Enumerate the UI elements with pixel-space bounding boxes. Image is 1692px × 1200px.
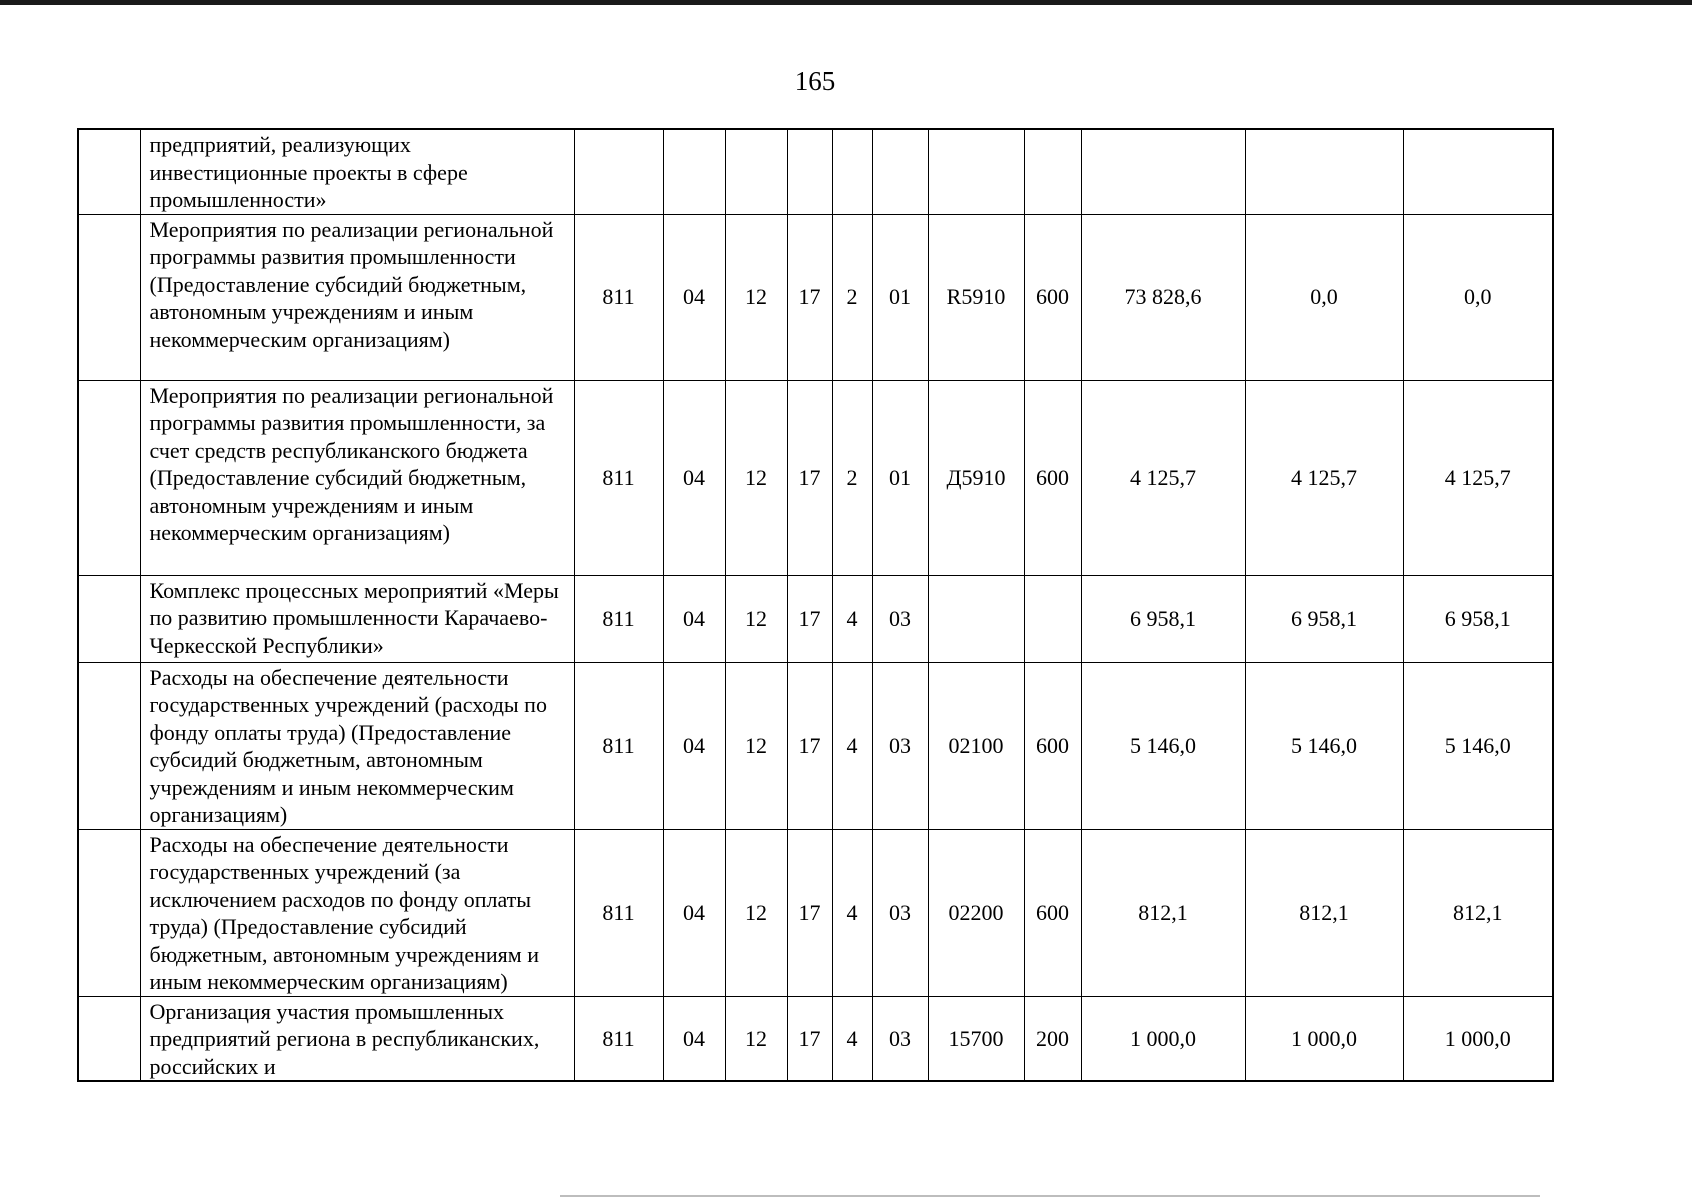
subprogram-code-cell: 4	[832, 996, 872, 1081]
event-code-cell: 03	[872, 662, 928, 829]
description-cell: Мероприятия по реализации региональной программы развития промышленности, за счет средств республиканского бюджета (Предоставление субсидий бюджетным, автономным учреждениям и иным некоммерческим организациям)	[140, 380, 574, 575]
table-row	[78, 214, 1553, 380]
event-code-cell: 03	[872, 575, 928, 662]
ministry-code-cell: 811	[574, 829, 663, 996]
table-body	[78, 129, 1553, 1081]
program-code-cell: 17	[787, 829, 832, 996]
description-cell: Организация участия промышленных предприятий региона в республиканских, российских и	[140, 996, 574, 1081]
direction-code-cell: R5910	[928, 214, 1024, 380]
amount-year1-cell: 4 125,7	[1081, 380, 1245, 575]
subsection-code-cell: 12	[725, 380, 787, 575]
row-number-cell	[78, 214, 140, 380]
table-row	[78, 575, 1553, 662]
subprogram-code-cell: 2	[832, 214, 872, 380]
amount-year2-cell: 4 125,7	[1245, 380, 1403, 575]
row-number-cell	[78, 575, 140, 662]
program-code-cell	[787, 129, 832, 214]
expense-type-code-cell: 600	[1024, 214, 1081, 380]
description-cell: предприятий, реализующих инвестиционные проекты в сфере промышленности»	[140, 129, 574, 214]
amount-year1-cell: 1 000,0	[1081, 996, 1245, 1081]
subprogram-code-cell: 4	[832, 829, 872, 996]
amount-year3-cell: 4 125,7	[1403, 380, 1553, 575]
section-code-cell: 04	[663, 996, 725, 1081]
subsection-code-cell: 12	[725, 214, 787, 380]
row-number-cell	[78, 380, 140, 575]
top-rule	[0, 0, 1692, 5]
table-row	[78, 662, 1553, 829]
direction-code-cell: 02100	[928, 662, 1024, 829]
section-code-cell: 04	[663, 380, 725, 575]
table-row	[78, 380, 1553, 575]
page-number: 165	[794, 66, 836, 96]
event-code-cell: 01	[872, 214, 928, 380]
amount-year1-cell: 6 958,1	[1081, 575, 1245, 662]
table-row	[78, 829, 1553, 996]
description-cell: Расходы на обеспечение деятельности государственных учреждений (за исключением расходов по фонду оплаты труда) (Предоставление субсидий бюджетным, автономным учреждениям и иным некоммерческим организациям)	[140, 829, 574, 996]
ministry-code-cell: 811	[574, 575, 663, 662]
amount-year3-cell	[1403, 129, 1553, 214]
amount-year2-cell	[1245, 129, 1403, 214]
subsection-code-cell: 12	[725, 996, 787, 1081]
amount-year3-cell: 6 958,1	[1403, 575, 1553, 662]
table-row	[78, 129, 1553, 214]
section-code-cell	[663, 129, 725, 214]
program-code-cell: 17	[787, 380, 832, 575]
ministry-code-cell: 811	[574, 214, 663, 380]
program-code-cell: 17	[787, 996, 832, 1081]
bottom-rule	[560, 1195, 1540, 1197]
section-code-cell: 04	[663, 662, 725, 829]
amount-year1-cell: 73 828,6	[1081, 214, 1245, 380]
subsection-code-cell: 12	[725, 575, 787, 662]
description-cell: Расходы на обеспечение деятельности государственных учреждений (расходы по фонду оплаты труда) (Предоставление субсидий бюджетным, автономным учреждениям и иным некоммерческим организациям)	[140, 662, 574, 829]
row-number-cell	[78, 662, 140, 829]
ministry-code-cell	[574, 129, 663, 214]
event-code-cell: 03	[872, 829, 928, 996]
direction-code-cell	[928, 575, 1024, 662]
amount-year2-cell: 6 958,1	[1245, 575, 1403, 662]
program-code-cell: 17	[787, 575, 832, 662]
direction-code-cell: 02200	[928, 829, 1024, 996]
expense-type-code-cell: 600	[1024, 829, 1081, 996]
subprogram-code-cell: 4	[832, 575, 872, 662]
expense-type-code-cell: 600	[1024, 662, 1081, 829]
amount-year2-cell: 0,0	[1245, 214, 1403, 380]
row-number-cell	[78, 996, 140, 1081]
amount-year3-cell: 0,0	[1403, 214, 1553, 380]
subsection-code-cell: 12	[725, 662, 787, 829]
subsection-code-cell: 12	[725, 829, 787, 996]
expense-type-code-cell: 600	[1024, 380, 1081, 575]
amount-year3-cell: 1 000,0	[1403, 996, 1553, 1081]
amount-year1-cell: 812,1	[1081, 829, 1245, 996]
amount-year1-cell	[1081, 129, 1245, 214]
row-number-cell	[78, 829, 140, 996]
program-code-cell: 17	[787, 214, 832, 380]
subsection-code-cell	[725, 129, 787, 214]
subprogram-code-cell	[832, 129, 872, 214]
amount-year1-cell: 5 146,0	[1081, 662, 1245, 829]
ministry-code-cell: 811	[574, 380, 663, 575]
expense-type-code-cell: 200	[1024, 996, 1081, 1081]
table-row	[78, 996, 1553, 1081]
event-code-cell: 01	[872, 380, 928, 575]
expense-type-code-cell	[1024, 575, 1081, 662]
amount-year2-cell: 812,1	[1245, 829, 1403, 996]
subprogram-code-cell: 2	[832, 380, 872, 575]
row-number-cell	[78, 129, 140, 214]
event-code-cell: 03	[872, 996, 928, 1081]
amount-year2-cell: 1 000,0	[1245, 996, 1403, 1081]
program-code-cell: 17	[787, 662, 832, 829]
subprogram-code-cell: 4	[832, 662, 872, 829]
description-cell: Мероприятия по реализации региональной программы развития промышленности (Предоставление субсидий бюджетным, автономным учреждениям и иным некоммерческим организациям)	[140, 214, 574, 380]
ministry-code-cell: 811	[574, 662, 663, 829]
direction-code-cell: 15700	[928, 996, 1024, 1081]
amount-year3-cell: 812,1	[1403, 829, 1553, 996]
budget-table	[77, 128, 1554, 1082]
amount-year3-cell: 5 146,0	[1403, 662, 1553, 829]
amount-year2-cell: 5 146,0	[1245, 662, 1403, 829]
section-code-cell: 04	[663, 829, 725, 996]
expense-type-code-cell	[1024, 129, 1081, 214]
section-code-cell: 04	[663, 214, 725, 380]
description-cell: Комплекс процессных мероприятий «Меры по развитию промышленности Карачаево-Черкесской Республики»	[140, 575, 574, 662]
section-code-cell: 04	[663, 575, 725, 662]
event-code-cell	[872, 129, 928, 214]
direction-code-cell	[928, 129, 1024, 214]
ministry-code-cell: 811	[574, 996, 663, 1081]
direction-code-cell: Д5910	[928, 380, 1024, 575]
